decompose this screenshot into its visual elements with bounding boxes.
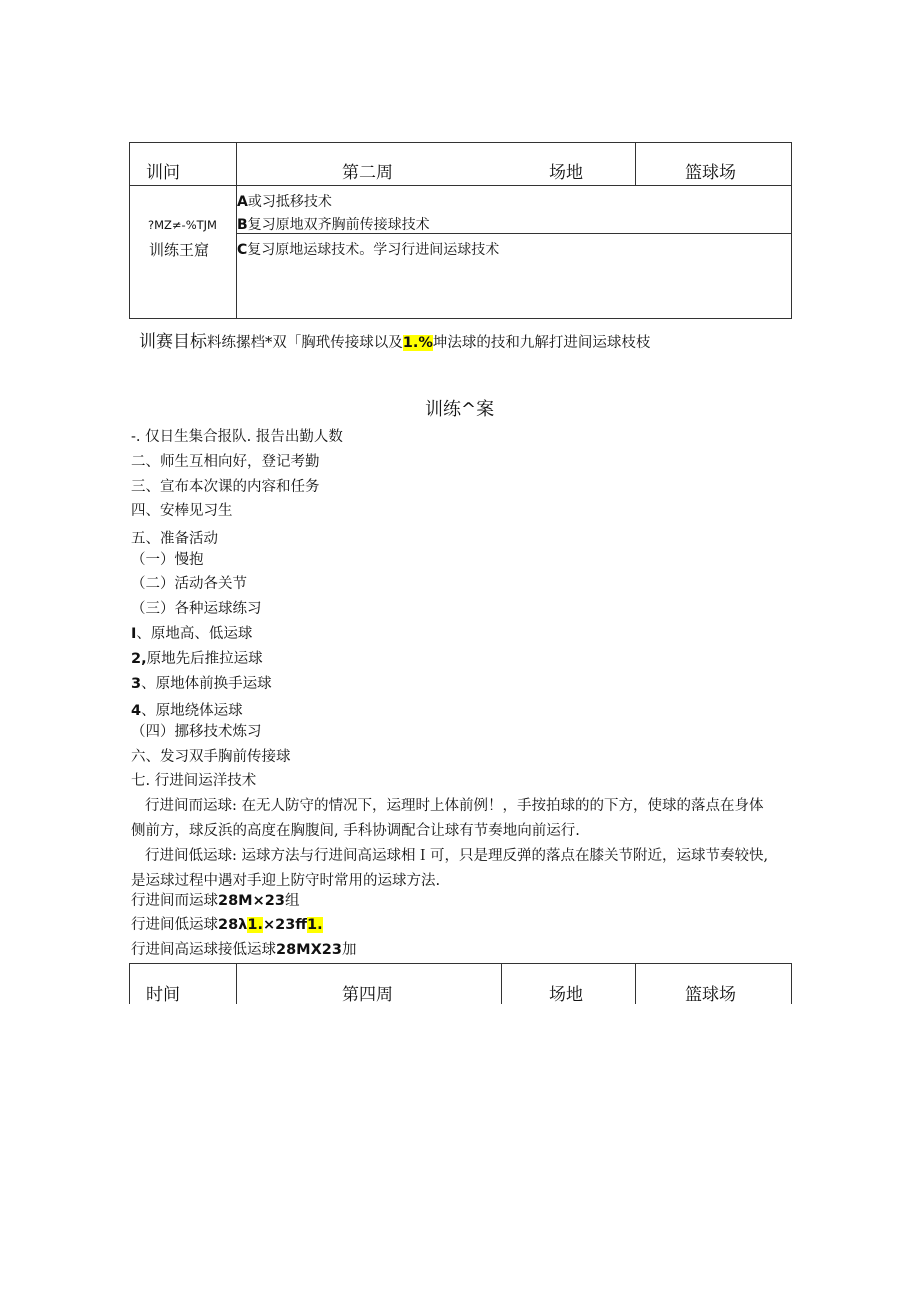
table-border	[129, 963, 792, 964]
paragraph-low-dribble-l1: 行进间低运球: 运球方法与行进间高运球相Ｉ可，只是理反弹的落点在膝关节附近，运球节奏较快,	[145, 848, 769, 864]
paragraph-high-dribble-l1: 行进间而运球: 在无人防守的情况下，运理时上体前例！，手按拍球的的下方，使球的落点在身体	[145, 798, 764, 814]
table-border	[501, 963, 502, 1004]
paragraph-low-dribble-l2: 是运球过程中遇对手迎上防守时常用的运球方法.	[131, 873, 441, 889]
header-venue-value: 篮球场	[685, 163, 736, 183]
plan-line: 二、师生互相向好，登记考勤	[131, 454, 320, 470]
content-item-c: C复习原地运球技术。学习行进间运球技术	[237, 242, 500, 258]
plan-line: 3、原地体前换手运球	[131, 676, 272, 692]
plan-line: 2,原地先后推拉运球	[131, 651, 263, 667]
header-time: 时间	[146, 985, 180, 1005]
table-border	[236, 963, 237, 1004]
plan-line: 4、原地绕体运球	[131, 703, 243, 719]
plan-line: （二）活动各关节	[131, 576, 247, 592]
table-border	[129, 185, 792, 186]
plan-line: 三、宣布本次课的内容和任务	[131, 479, 320, 495]
plan-line: （四）挪移技术炼习	[131, 724, 262, 740]
header-venue: 场地	[549, 163, 583, 183]
content-item-a: A或习抵移技术	[237, 194, 332, 210]
drill-line-2: 行进间低运球28λ1.×23ff1.	[131, 917, 323, 933]
plan-line: （一）慢抱	[131, 552, 204, 568]
plan-line: 七. 行进间运洋技术	[131, 773, 257, 789]
plan-line: 四、安棒见习生	[131, 503, 233, 519]
table-border	[129, 142, 130, 319]
header-week: 第二周	[342, 163, 393, 183]
goal-text-a: 料练摞档*双「胸玳传接球以及	[207, 335, 403, 351]
plan-line: 六、发习双手胸前传接球	[131, 749, 291, 765]
row-label-training-content: 训练王窟	[149, 241, 210, 259]
plan-title: 训练^案	[425, 399, 495, 420]
drill-line-1: 行进间而运球28M×23组	[131, 893, 300, 909]
table-border	[635, 963, 636, 1004]
plan-line: （三）各种运球练习	[131, 601, 262, 617]
goal-text-b: 坤法球的技和九解打进间运球枝枝	[432, 335, 651, 351]
content-item-b: B复习原地双齐胸前传接球技术	[237, 217, 430, 233]
header-week: 第四周	[342, 985, 393, 1005]
header-time: 训问	[146, 163, 180, 183]
table-border	[129, 142, 792, 143]
paragraph-high-dribble-l2: 侧前方，球反浜的高度在胸腹间, 手科协调配合让球有节奏地向前运行.	[131, 823, 580, 839]
table-border	[129, 318, 792, 319]
plan-line: -. 仅日生集合报队. 报告出勤人数	[131, 429, 343, 445]
header-venue-value: 篮球场	[685, 985, 736, 1005]
table-border	[129, 963, 130, 1004]
plan-line: I、原地高、低运球	[131, 626, 253, 642]
table-border	[791, 963, 792, 1004]
table-border	[635, 142, 636, 186]
training-goal	[139, 327, 650, 352]
plan-line: 五、准备活动	[131, 531, 218, 547]
header-venue: 场地	[549, 985, 583, 1005]
drill-line-3: 行进间高运球接低运球28MX23加	[131, 942, 357, 958]
table-border	[791, 142, 792, 319]
goal-label: 训赛目标	[139, 332, 207, 352]
row-label-garbled: ?MZ≠-%TJM	[148, 218, 217, 232]
goal-highlight: 1.%	[402, 335, 433, 351]
